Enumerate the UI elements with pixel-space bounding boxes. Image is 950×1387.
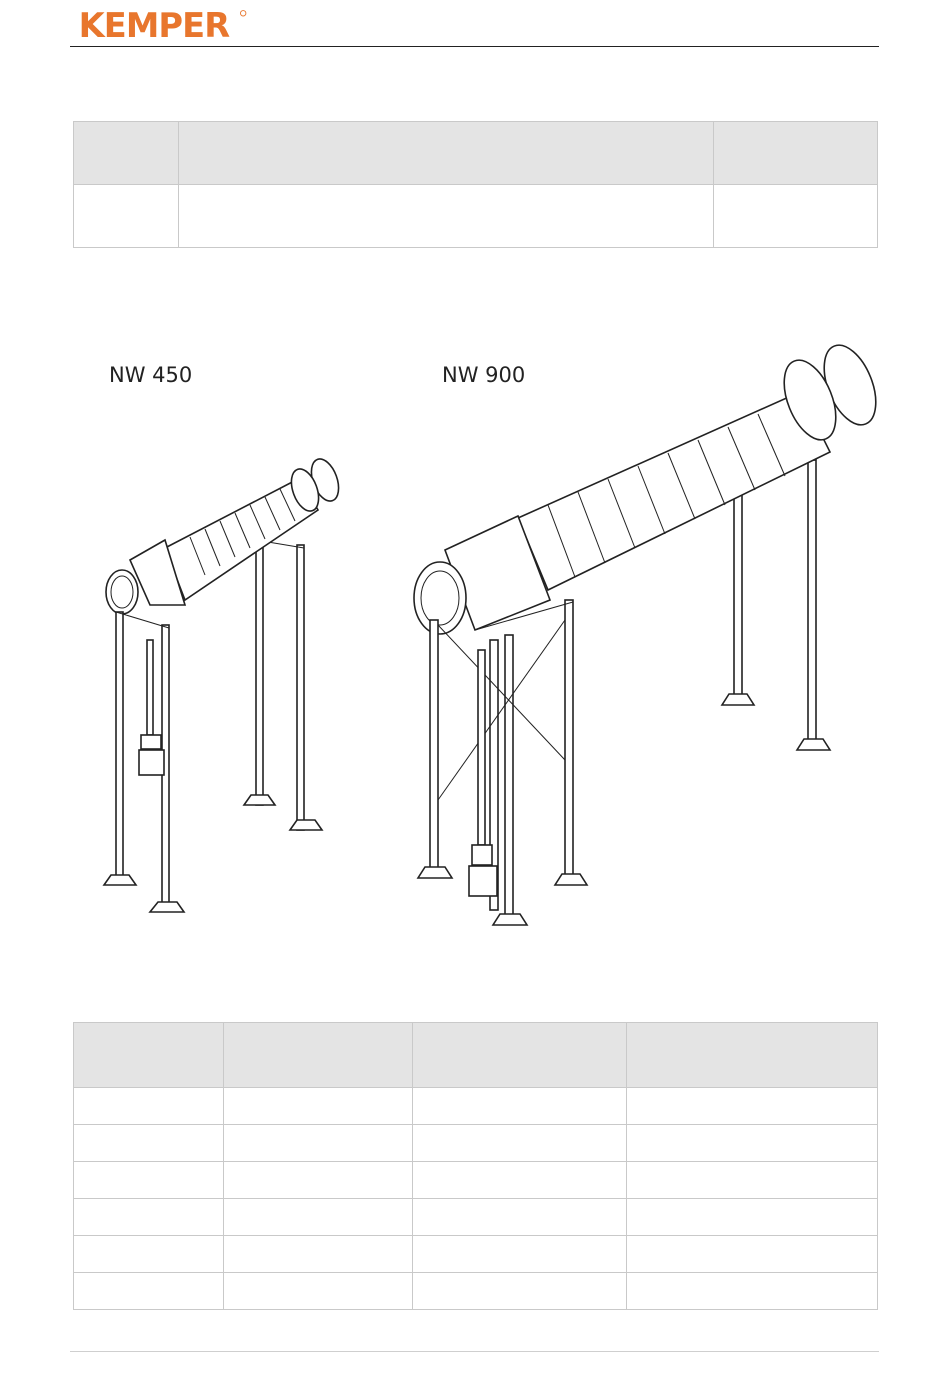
bottom-table-header-row	[74, 1023, 878, 1088]
bottom-table-header-cell	[224, 1023, 413, 1088]
table-cell	[413, 1199, 627, 1236]
table-cell	[627, 1125, 878, 1162]
table-cell	[627, 1236, 878, 1273]
bottom-table-row	[74, 1125, 878, 1162]
bottom-table-header-cell	[74, 1023, 224, 1088]
table-cell	[74, 1236, 224, 1273]
figure-label-nw450: NW 450	[109, 363, 193, 387]
bottom-table-row	[74, 1162, 878, 1199]
bottom-table-row	[74, 1199, 878, 1236]
table-cell	[413, 1236, 627, 1273]
table-cell	[224, 1273, 413, 1310]
brand-text: KEMPER	[78, 6, 230, 45]
bottom-table-header-cell	[413, 1023, 627, 1088]
table-cell	[74, 1125, 224, 1162]
bottom-table-row	[74, 1273, 878, 1310]
table-cell	[627, 1199, 878, 1236]
bottom-table	[73, 1022, 878, 1310]
bottom-table-row	[74, 1236, 878, 1273]
duct-stand-nw900-drawing	[414, 338, 886, 925]
table-cell	[413, 1273, 627, 1310]
table-cell	[224, 1199, 413, 1236]
duct-stand-nw450-drawing	[104, 455, 344, 912]
table-cell	[413, 1162, 627, 1199]
table-cell	[74, 1199, 224, 1236]
table-cell	[413, 1088, 627, 1125]
figure-label-nw900: NW 900	[442, 363, 526, 387]
bottom-table-row	[74, 1088, 878, 1125]
table-cell	[224, 1236, 413, 1273]
table-cell	[627, 1162, 878, 1199]
table-cell	[224, 1162, 413, 1199]
table-cell	[224, 1088, 413, 1125]
table-cell	[74, 1162, 224, 1199]
table-cell	[74, 1088, 224, 1125]
footer-rule	[70, 1351, 879, 1352]
table-cell	[627, 1273, 878, 1310]
table-cell	[224, 1125, 413, 1162]
table-cell	[74, 1273, 224, 1310]
table-cell	[627, 1088, 878, 1125]
table-cell	[413, 1125, 627, 1162]
bottom-table-header-cell	[627, 1023, 878, 1088]
